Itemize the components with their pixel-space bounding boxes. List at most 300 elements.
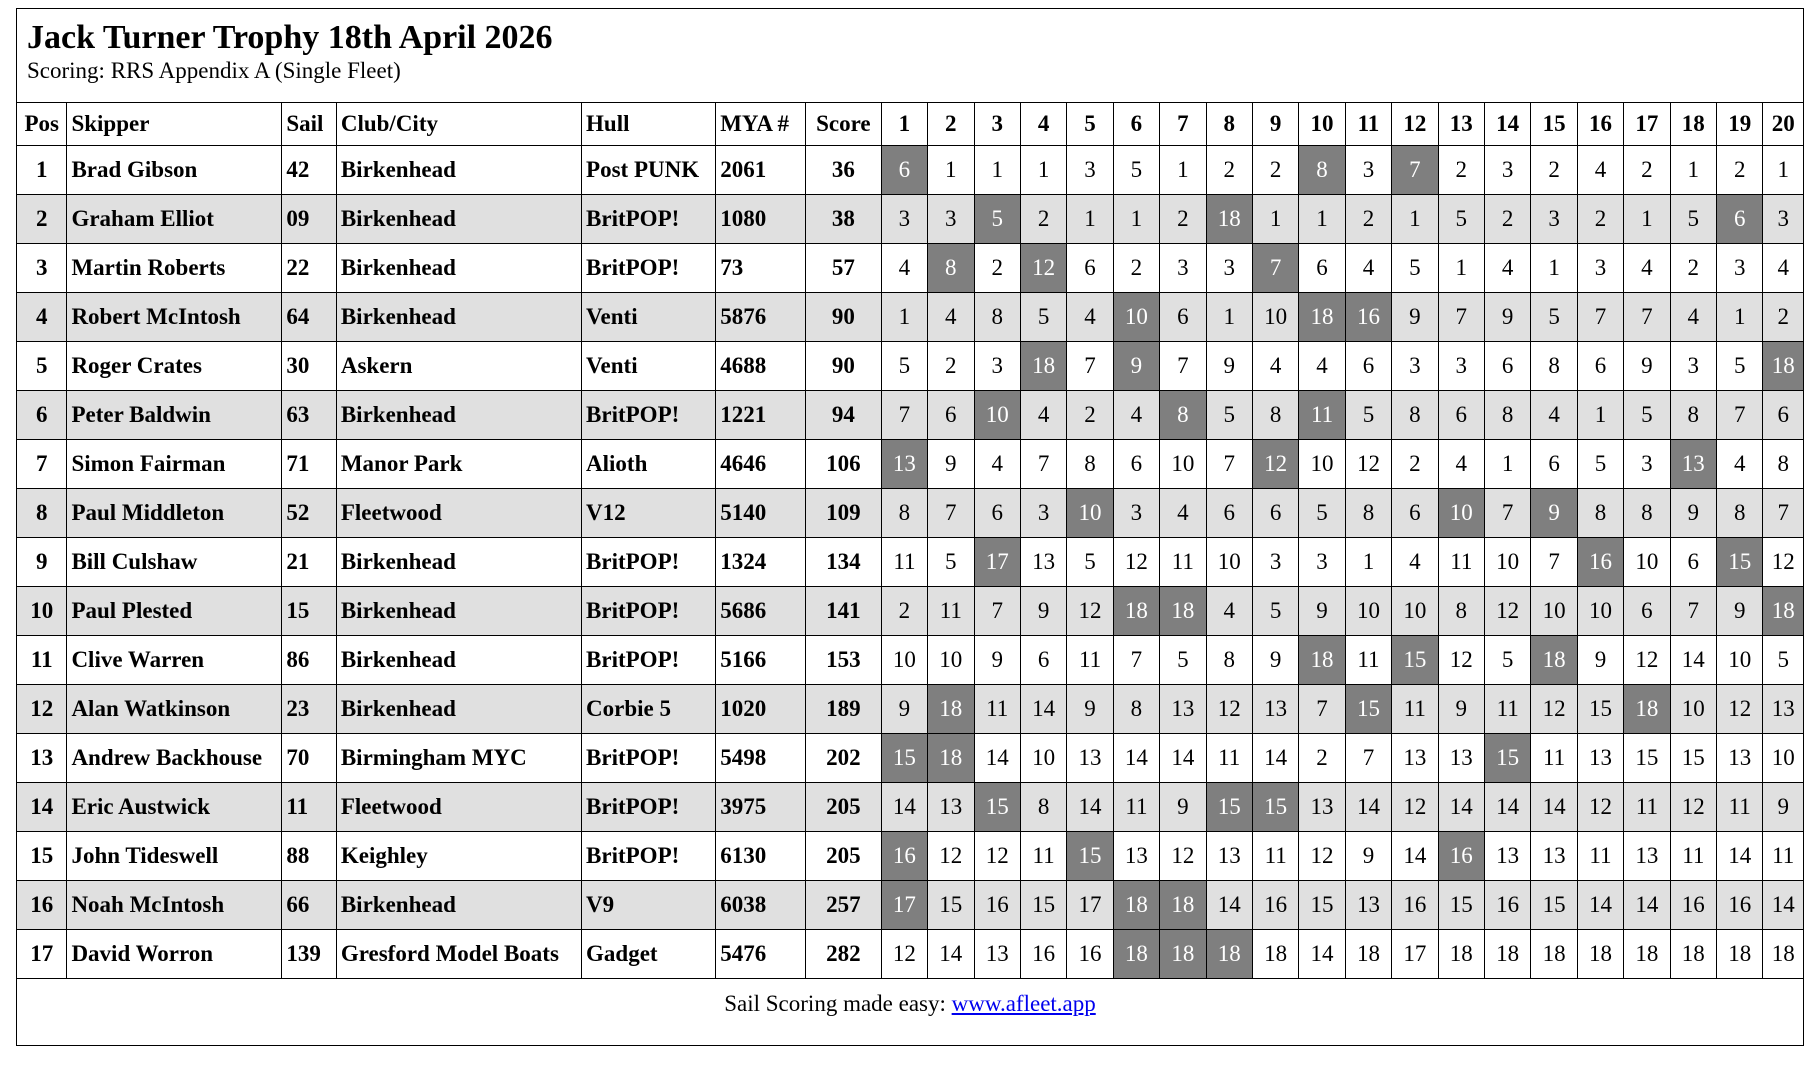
score-cell: 202 <box>806 734 882 783</box>
race-result: 8 <box>1113 685 1159 734</box>
race-result: 9 <box>928 440 974 489</box>
hull-cell: BritPOP! <box>582 587 716 636</box>
col-header-race: 4 <box>1020 103 1066 146</box>
table-row <box>17 832 1804 881</box>
mya-cell: 5140 <box>716 489 806 538</box>
race-result: 6 <box>928 391 974 440</box>
race-result: 3 <box>974 342 1020 391</box>
race-result: 18 <box>1670 930 1716 979</box>
pos-cell: 4 <box>17 293 67 342</box>
race-result: 11 <box>1345 636 1391 685</box>
race-result-discarded: 17 <box>881 881 927 930</box>
race-result: 18 <box>1484 930 1530 979</box>
col-header-race: 9 <box>1252 103 1298 146</box>
race-result-discarded: 8 <box>1299 146 1345 195</box>
race-result: 7 <box>1299 685 1345 734</box>
mya-cell: 73 <box>716 244 806 293</box>
sail-cell: 15 <box>282 587 336 636</box>
page-title: Jack Turner Trophy 18th April 2026 <box>27 19 553 56</box>
race-result-discarded: 9 <box>1113 342 1159 391</box>
race-result: 12 <box>1763 538 1804 587</box>
race-result-discarded: 8 <box>1160 391 1206 440</box>
race-result: 2 <box>1299 734 1345 783</box>
race-result: 12 <box>1067 587 1113 636</box>
race-result: 4 <box>1067 293 1113 342</box>
race-result: 5 <box>1531 293 1577 342</box>
pos-cell: 2 <box>17 195 67 244</box>
race-result: 16 <box>1717 881 1763 930</box>
race-result: 10 <box>1020 734 1066 783</box>
race-result: 9 <box>1438 685 1484 734</box>
skipper-cell: John Tideswell <box>67 832 282 881</box>
race-result: 6 <box>1160 293 1206 342</box>
race-result: 8 <box>1624 489 1670 538</box>
race-result: 2 <box>1577 195 1623 244</box>
race-result: 16 <box>1670 881 1716 930</box>
race-result-discarded: 15 <box>1345 685 1391 734</box>
race-result: 2 <box>974 244 1020 293</box>
race-result-discarded: 18 <box>1113 587 1159 636</box>
hull-cell: BritPOP! <box>582 195 716 244</box>
race-result: 2 <box>1020 195 1066 244</box>
sail-cell: 42 <box>282 146 336 195</box>
race-result: 7 <box>1763 489 1804 538</box>
results-table <box>16 102 1804 979</box>
race-result: 14 <box>1020 685 1066 734</box>
club-cell: Birkenhead <box>336 685 581 734</box>
race-result-discarded: 18 <box>1206 930 1252 979</box>
skipper-cell: Bill Culshaw <box>67 538 282 587</box>
skipper-cell: Robert McIntosh <box>67 293 282 342</box>
race-result: 15 <box>1531 881 1577 930</box>
race-result-discarded: 8 <box>928 244 974 293</box>
col-header-race: 1 <box>881 103 927 146</box>
race-result: 4 <box>1624 244 1670 293</box>
race-result-discarded: 7 <box>1392 146 1438 195</box>
score-cell: 94 <box>806 391 882 440</box>
race-result-discarded: 15 <box>1392 636 1438 685</box>
race-result: 16 <box>1392 881 1438 930</box>
race-result: 13 <box>1438 734 1484 783</box>
col-header-race: 17 <box>1624 103 1670 146</box>
club-cell: Birkenhead <box>336 146 581 195</box>
race-result: 14 <box>1113 734 1159 783</box>
race-result: 11 <box>1624 783 1670 832</box>
race-result: 11 <box>1717 783 1763 832</box>
race-result: 11 <box>1392 685 1438 734</box>
mya-cell: 2061 <box>716 146 806 195</box>
hull-cell: Gadget <box>582 930 716 979</box>
race-result: 5 <box>1020 293 1066 342</box>
race-result: 6 <box>974 489 1020 538</box>
pos-cell: 14 <box>17 783 67 832</box>
race-result: 2 <box>1717 146 1763 195</box>
race-result: 2 <box>1624 146 1670 195</box>
table-row <box>17 195 1804 244</box>
race-result: 13 <box>974 930 1020 979</box>
race-result: 4 <box>1160 489 1206 538</box>
race-result-discarded: 17 <box>974 538 1020 587</box>
race-result: 12 <box>974 832 1020 881</box>
race-result: 1 <box>1531 244 1577 293</box>
sail-cell: 11 <box>282 783 336 832</box>
race-result: 13 <box>1763 685 1804 734</box>
race-result: 3 <box>1299 538 1345 587</box>
col-header-skipper: Skipper <box>67 103 282 146</box>
pos-cell: 3 <box>17 244 67 293</box>
table-row <box>17 146 1804 195</box>
afleet-link[interactable]: www.afleet.app <box>951 991 1096 1016</box>
race-result: 1 <box>1206 293 1252 342</box>
table-row <box>17 930 1804 979</box>
race-result-discarded: 10 <box>974 391 1020 440</box>
race-result: 11 <box>1020 832 1066 881</box>
skipper-cell: Simon Fairman <box>67 440 282 489</box>
race-result: 4 <box>1020 391 1066 440</box>
pos-cell: 13 <box>17 734 67 783</box>
header-row <box>17 103 1804 146</box>
race-result: 9 <box>1020 587 1066 636</box>
pos-cell: 12 <box>17 685 67 734</box>
col-header-race: 11 <box>1345 103 1391 146</box>
race-result: 3 <box>1392 342 1438 391</box>
race-result: 3 <box>1160 244 1206 293</box>
race-result: 1 <box>1577 391 1623 440</box>
race-result: 8 <box>1763 440 1804 489</box>
race-result: 13 <box>928 783 974 832</box>
race-result: 15 <box>1577 685 1623 734</box>
table-row <box>17 636 1804 685</box>
sail-cell: 70 <box>282 734 336 783</box>
race-result: 3 <box>1438 342 1484 391</box>
col-header-race: 5 <box>1067 103 1113 146</box>
race-result: 3 <box>1624 440 1670 489</box>
race-result: 18 <box>1252 930 1298 979</box>
pos-cell: 8 <box>17 489 67 538</box>
race-result: 6 <box>1763 391 1804 440</box>
race-result: 14 <box>1206 881 1252 930</box>
hull-cell: BritPOP! <box>582 244 716 293</box>
col-header-club: Club/City <box>336 103 581 146</box>
mya-cell: 1221 <box>716 391 806 440</box>
race-result: 14 <box>1160 734 1206 783</box>
race-result: 9 <box>1067 685 1113 734</box>
mya-cell: 1080 <box>716 195 806 244</box>
mya-cell: 6130 <box>716 832 806 881</box>
race-result: 6 <box>1624 587 1670 636</box>
col-header-race: 10 <box>1299 103 1345 146</box>
race-result: 5 <box>1577 440 1623 489</box>
col-header-race: 7 <box>1160 103 1206 146</box>
results-body <box>17 146 1804 979</box>
race-result: 6 <box>1299 244 1345 293</box>
race-result: 6 <box>1577 342 1623 391</box>
race-result: 9 <box>1392 293 1438 342</box>
race-result: 6 <box>1020 636 1066 685</box>
race-result: 7 <box>1670 587 1716 636</box>
race-result: 6 <box>1670 538 1716 587</box>
score-cell: 189 <box>806 685 882 734</box>
race-result: 2 <box>1438 146 1484 195</box>
race-result: 11 <box>1252 832 1298 881</box>
hull-cell: BritPOP! <box>582 832 716 881</box>
race-result: 1 <box>1067 195 1113 244</box>
race-result: 14 <box>1670 636 1716 685</box>
race-result: 1 <box>974 146 1020 195</box>
skipper-cell: Alan Watkinson <box>67 685 282 734</box>
race-result: 10 <box>1624 538 1670 587</box>
race-result: 10 <box>1577 587 1623 636</box>
score-cell: 38 <box>806 195 882 244</box>
race-result: 13 <box>1020 538 1066 587</box>
race-result: 12 <box>928 832 974 881</box>
sail-cell: 30 <box>282 342 336 391</box>
race-result: 6 <box>1113 440 1159 489</box>
race-result: 12 <box>1717 685 1763 734</box>
race-result-discarded: 18 <box>1160 881 1206 930</box>
race-result-discarded: 18 <box>1624 685 1670 734</box>
race-result: 12 <box>1531 685 1577 734</box>
score-cell: 90 <box>806 293 882 342</box>
race-result: 11 <box>881 538 927 587</box>
skipper-cell: Paul Plested <box>67 587 282 636</box>
race-result: 12 <box>1160 832 1206 881</box>
hull-cell: BritPOP! <box>582 734 716 783</box>
race-result: 6 <box>1484 342 1530 391</box>
race-result: 7 <box>1206 440 1252 489</box>
col-header-mya: MYA # <box>716 103 806 146</box>
race-result: 9 <box>881 685 927 734</box>
col-header-race: 18 <box>1670 103 1716 146</box>
race-result: 10 <box>1345 587 1391 636</box>
race-result: 8 <box>1392 391 1438 440</box>
race-result-discarded: 9 <box>1531 489 1577 538</box>
race-result-discarded: 18 <box>1206 195 1252 244</box>
race-result: 15 <box>928 881 974 930</box>
race-result: 4 <box>1252 342 1298 391</box>
race-result: 1 <box>1252 195 1298 244</box>
mya-cell: 1324 <box>716 538 806 587</box>
race-result: 1 <box>1624 195 1670 244</box>
race-result: 16 <box>1484 881 1530 930</box>
race-result: 8 <box>1252 391 1298 440</box>
skipper-cell: Noah McIntosh <box>67 881 282 930</box>
skipper-cell: Peter Baldwin <box>67 391 282 440</box>
race-result: 10 <box>1484 538 1530 587</box>
race-result: 13 <box>1113 832 1159 881</box>
footer <box>17 979 1803 1028</box>
race-result: 7 <box>1020 440 1066 489</box>
score-cell: 141 <box>806 587 882 636</box>
pos-cell: 5 <box>17 342 67 391</box>
race-result: 5 <box>1763 636 1804 685</box>
race-result: 15 <box>1624 734 1670 783</box>
race-result: 11 <box>1531 734 1577 783</box>
mya-cell: 5476 <box>716 930 806 979</box>
race-result: 8 <box>1484 391 1530 440</box>
race-result: 2 <box>1392 440 1438 489</box>
race-result: 11 <box>1113 783 1159 832</box>
race-result: 10 <box>1717 636 1763 685</box>
table-row <box>17 440 1804 489</box>
race-result: 1 <box>1392 195 1438 244</box>
race-result: 7 <box>1577 293 1623 342</box>
race-result: 8 <box>1577 489 1623 538</box>
race-result: 11 <box>1160 538 1206 587</box>
race-result: 13 <box>1206 832 1252 881</box>
race-result: 13 <box>1484 832 1530 881</box>
race-result: 5 <box>1252 587 1298 636</box>
race-result: 5 <box>881 342 927 391</box>
race-result: 9 <box>1484 293 1530 342</box>
score-cell: 134 <box>806 538 882 587</box>
club-cell: Birmingham MYC <box>336 734 581 783</box>
race-result: 8 <box>1345 489 1391 538</box>
race-result: 5 <box>1206 391 1252 440</box>
race-result: 14 <box>1299 930 1345 979</box>
race-result: 8 <box>1438 587 1484 636</box>
race-result: 7 <box>974 587 1020 636</box>
race-result: 3 <box>1531 195 1577 244</box>
race-result: 12 <box>1345 440 1391 489</box>
pos-cell: 11 <box>17 636 67 685</box>
race-result: 10 <box>1670 685 1716 734</box>
footer-text: Sail Scoring made easy: <box>724 991 952 1016</box>
race-result: 8 <box>881 489 927 538</box>
race-result-discarded: 18 <box>928 734 974 783</box>
race-result: 4 <box>1392 538 1438 587</box>
race-result: 3 <box>1206 244 1252 293</box>
skipper-cell: David Worron <box>67 930 282 979</box>
table-row <box>17 734 1804 783</box>
race-result: 1 <box>1113 195 1159 244</box>
sail-cell: 66 <box>282 881 336 930</box>
club-cell: Manor Park <box>336 440 581 489</box>
race-result: 2 <box>1484 195 1530 244</box>
club-cell: Birkenhead <box>336 636 581 685</box>
race-result: 8 <box>974 293 1020 342</box>
club-cell: Birkenhead <box>336 195 581 244</box>
race-result: 6 <box>1392 489 1438 538</box>
race-result: 18 <box>1438 930 1484 979</box>
race-result: 12 <box>1299 832 1345 881</box>
race-result-discarded: 15 <box>1206 783 1252 832</box>
col-header-race: 8 <box>1206 103 1252 146</box>
mya-cell: 3975 <box>716 783 806 832</box>
table-row <box>17 293 1804 342</box>
race-result: 10 <box>1160 440 1206 489</box>
score-cell: 257 <box>806 881 882 930</box>
race-result: 4 <box>1577 146 1623 195</box>
race-result-discarded: 15 <box>1252 783 1298 832</box>
race-result: 4 <box>1484 244 1530 293</box>
race-result: 10 <box>881 636 927 685</box>
hull-cell: Post PUNK <box>582 146 716 195</box>
race-result: 9 <box>1345 832 1391 881</box>
race-result: 14 <box>1717 832 1763 881</box>
hull-cell: BritPOP! <box>582 783 716 832</box>
race-result-discarded: 10 <box>1067 489 1113 538</box>
race-result-discarded: 6 <box>881 146 927 195</box>
race-result-discarded: 18 <box>1113 930 1159 979</box>
mya-cell: 1020 <box>716 685 806 734</box>
race-result-discarded: 6 <box>1717 195 1763 244</box>
race-result-discarded: 16 <box>1438 832 1484 881</box>
race-result: 15 <box>1299 881 1345 930</box>
club-cell: Fleetwood <box>336 489 581 538</box>
sail-cell: 71 <box>282 440 336 489</box>
race-result: 2 <box>1067 391 1113 440</box>
race-result: 2 <box>1206 146 1252 195</box>
race-result: 13 <box>1392 734 1438 783</box>
race-result-discarded: 12 <box>1020 244 1066 293</box>
table-row <box>17 244 1804 293</box>
table-row <box>17 881 1804 930</box>
race-result: 17 <box>1067 881 1113 930</box>
race-result: 5 <box>1484 636 1530 685</box>
race-result-discarded: 15 <box>881 734 927 783</box>
race-result: 10 <box>928 636 974 685</box>
race-result: 18 <box>1531 930 1577 979</box>
hull-cell: V12 <box>582 489 716 538</box>
hull-cell: Alioth <box>582 440 716 489</box>
race-result: 7 <box>1160 342 1206 391</box>
race-result-discarded: 13 <box>1670 440 1716 489</box>
race-result-discarded: 18 <box>1113 881 1159 930</box>
race-result: 3 <box>1067 146 1113 195</box>
results-sheet <box>16 8 1804 1046</box>
race-result: 15 <box>1020 881 1066 930</box>
race-result: 14 <box>1531 783 1577 832</box>
race-result: 10 <box>1392 587 1438 636</box>
race-result: 10 <box>1531 587 1577 636</box>
table-row <box>17 538 1804 587</box>
race-result: 6 <box>1438 391 1484 440</box>
col-header-race: 3 <box>974 103 1020 146</box>
race-result: 13 <box>1160 685 1206 734</box>
race-result: 2 <box>1113 244 1159 293</box>
race-result: 12 <box>881 930 927 979</box>
race-result: 1 <box>1345 538 1391 587</box>
race-result: 1 <box>1484 440 1530 489</box>
col-header-pos: Pos <box>17 103 67 146</box>
race-result: 12 <box>1577 783 1623 832</box>
race-result: 4 <box>1531 391 1577 440</box>
col-header-race: 2 <box>928 103 974 146</box>
race-result: 2 <box>881 587 927 636</box>
race-result: 3 <box>1484 146 1530 195</box>
skipper-cell: Graham Elliot <box>67 195 282 244</box>
sail-cell: 23 <box>282 685 336 734</box>
pos-cell: 16 <box>17 881 67 930</box>
race-result: 2 <box>1345 195 1391 244</box>
race-result-discarded: 18 <box>1763 342 1804 391</box>
mya-cell: 5498 <box>716 734 806 783</box>
race-result: 6 <box>1067 244 1113 293</box>
race-result-discarded: 15 <box>1717 538 1763 587</box>
race-result-discarded: 12 <box>1252 440 1298 489</box>
race-result: 11 <box>1067 636 1113 685</box>
race-result: 5 <box>1345 391 1391 440</box>
race-result-discarded: 7 <box>1252 244 1298 293</box>
race-result: 12 <box>1484 587 1530 636</box>
race-result: 12 <box>1206 685 1252 734</box>
race-result: 5 <box>1113 146 1159 195</box>
col-header-race: 19 <box>1717 103 1763 146</box>
race-result: 11 <box>1670 832 1716 881</box>
race-result: 15 <box>1670 734 1716 783</box>
score-cell: 205 <box>806 832 882 881</box>
